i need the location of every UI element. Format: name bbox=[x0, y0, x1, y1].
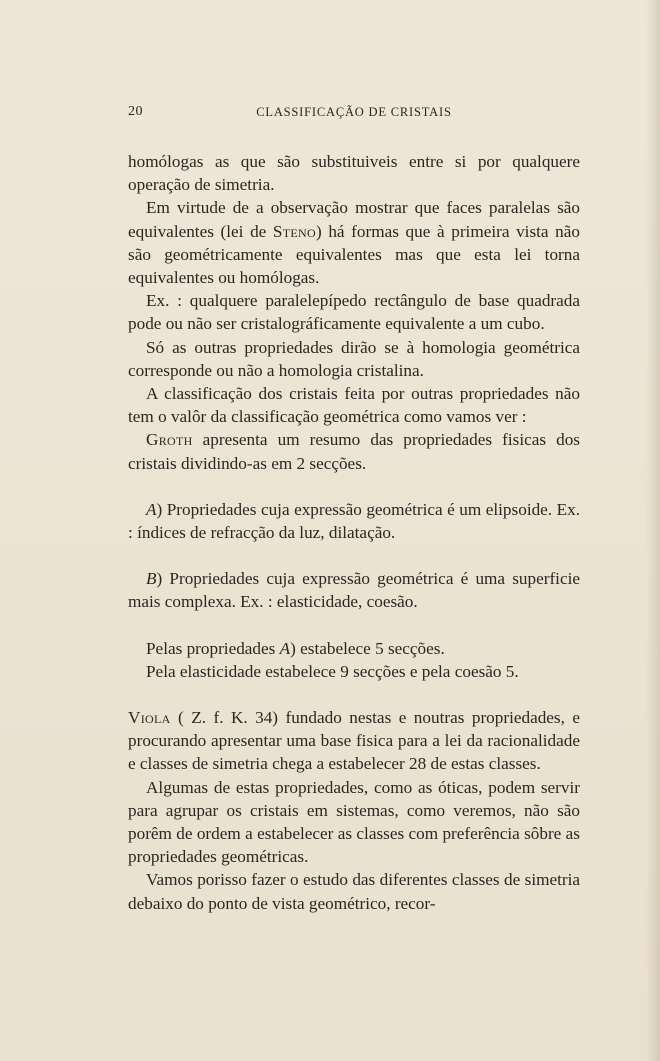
paragraph-9-text-before: Pelas propriedades bbox=[146, 638, 280, 658]
paragraph-2-text-before: Em virtude de a observação mostrar que faces paralelas são equivalentes (lei de bbox=[128, 198, 580, 241]
paragraph-9-text-after: ) estabelece 5 secções. bbox=[290, 638, 445, 658]
section-label-a: A bbox=[146, 499, 157, 519]
page-number: 20 bbox=[128, 104, 143, 119]
paragraph-11-text: ( Z. f. K. 34) fundado nestas e noutras propriedades, e procurando apresentar uma base fisica para a lei da racionalidade e classes de simetria chega a estabelecer 28 de estas classes. bbox=[128, 708, 580, 774]
paragraph-1: homólogas as que são substituiveis entre si por qualquere operação de simetria. bbox=[128, 152, 580, 195]
page-header bbox=[128, 104, 580, 126]
author-name-viola: Viola bbox=[128, 708, 171, 728]
author-name-steno: Steno bbox=[272, 221, 316, 241]
paragraph-4: Só as outras propriedades dirão se à homologia geométrica corresponde ou não a homologia cristalina. bbox=[128, 337, 580, 380]
paragraph-6 bbox=[128, 428, 580, 474]
paragraph-8-text: ) Propriedades cuja expressão geométrica é uma superficie mais complexa. Ex. : elasticidade, coesão. bbox=[128, 569, 580, 612]
paragraph-12: Algumas de estas propriedades, como as óticas, podem servir para agrupar os cristais em sistemas, como veremos, não são porêm de ordem a estabelecer as classes com preferência sôbre as propriedades geométricas. bbox=[128, 777, 580, 867]
paragraph-7-text: ) Propriedades cuja expressão geométrica é um elipsoide. Ex. : índices de refracção da luz, dilatação. bbox=[128, 499, 580, 543]
paragraph-2-text-after: ) há formas que à primeira vista não são geométricamente equivalentes mas que esta lei torna equivalentes ou homólogas. bbox=[128, 221, 580, 288]
paragraph-11 bbox=[128, 706, 580, 776]
section-label-b: B bbox=[146, 569, 157, 589]
body-text bbox=[128, 150, 580, 915]
running-title: CLASSIFICAÇÃO DE CRISTAIS bbox=[256, 105, 452, 119]
paragraph-5: A classificação dos cristais feita por outras propriedades não tem o valôr da classificação geométrica como vamos ver : bbox=[128, 384, 580, 427]
paragraph-10: Pela elasticidade estabelece 9 secções e pela coesão 5. bbox=[146, 661, 519, 681]
author-name-groth: Groth bbox=[146, 430, 193, 450]
paragraph-2 bbox=[128, 196, 580, 289]
paragraph-6-text: apresenta um resumo das propriedades fisicas dos cristais dividindo-as em 2 secções. bbox=[128, 430, 580, 473]
paragraph-9 bbox=[128, 637, 580, 660]
paragraph-7 bbox=[128, 498, 580, 544]
page-edge-shadow bbox=[646, 0, 660, 1061]
paragraph-13: Vamos porisso fazer o estudo das diferentes classes de simetria debaixo do ponto de vista geométrico, recor- bbox=[128, 870, 580, 913]
section-label-a-ref: A bbox=[279, 638, 291, 658]
paragraph-3: Ex. : qualquere paralelepípedo rectângulo de base quadrada pode ou não ser cristalográficamente equivalente a um cubo. bbox=[128, 291, 580, 334]
paragraph-8 bbox=[128, 567, 580, 613]
